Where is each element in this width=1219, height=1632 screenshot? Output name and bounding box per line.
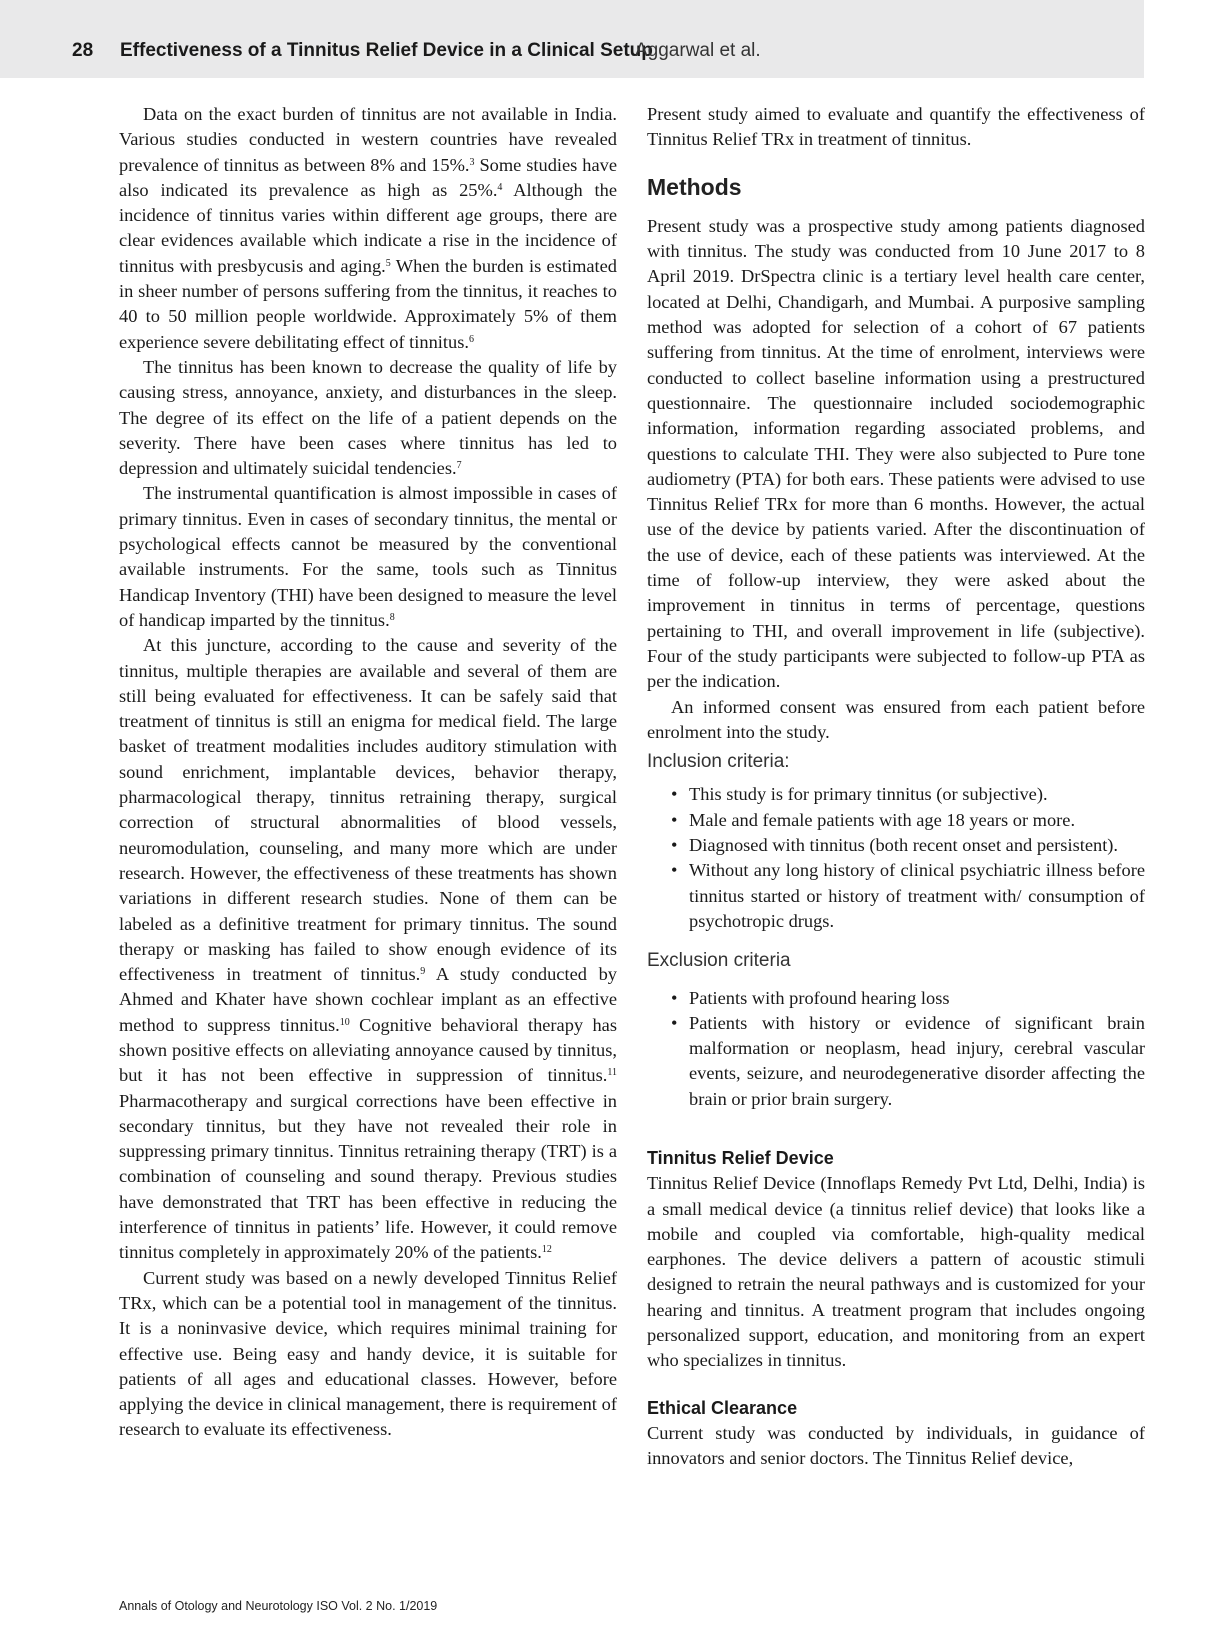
- citation: 4: [497, 181, 503, 193]
- running-title: Effectiveness of a Tinnitus Relief Device in a Clinical Setup: [120, 40, 653, 61]
- left-column: [119, 102, 617, 1443]
- citation: 10: [339, 1016, 350, 1028]
- inclusion-list: [647, 782, 1145, 934]
- exclusion-list: [647, 986, 1145, 1112]
- citation: 7: [456, 460, 462, 472]
- right-column: [647, 102, 1145, 1472]
- subsection-title-device: Tinnitus Relief Device: [647, 1147, 834, 1168]
- list-item: • Without any long history of clinical psychiatric illness before tinnitus started or history of treatment with/ consumption of psychotropic drugs.: [671, 858, 1145, 934]
- page-number: 28: [72, 40, 94, 61]
- citation: 6: [468, 333, 474, 345]
- citation: 9: [420, 966, 426, 978]
- list-item: • Diagnosed with tinnitus (both recent onset and persistent).: [671, 833, 1145, 858]
- list-item: • Male and female patients with age 18 years or more.: [671, 808, 1145, 833]
- section-title-methods: Methods: [647, 173, 742, 200]
- paragraph-quality-of-life: The tinnitus has been known to decrease the quality of life by causing stress, annoyance, anxiety, and disturbances in the sleep. The degree of its effect on the life of a patient depends on the severity. There have been cases where tinnitus has led to depression and ultimately suicidal tendencies.$^7$: [119, 356, 617, 479]
- paragraph-aim: Present study aimed to evaluate and quantify the effectiveness of Tinnitus Relief TRx in treatment of tinnitus.: [647, 104, 1145, 150]
- list-item: • Patients with profound hearing loss: [671, 986, 1145, 1011]
- paragraph-ethical: Current study was conducted by individuals, in guidance of innovators and senior doctors. The Tinnitus Relief device,: [647, 1422, 1145, 1469]
- running-header: [0, 0, 1144, 78]
- citation: 3: [469, 156, 475, 168]
- list-item: • Patients with history or evidence of significant brain malformation or neoplasm, head injury, cerebral vascular events, seizure, and neurodegenerative disorder affecting the brain or prior brain surgery.: [671, 1011, 1145, 1112]
- subsection-title-ethical: Ethical Clearance: [647, 1397, 798, 1418]
- paragraph-therapies: At this juncture, according to the cause and severity of the tinnitus, multiple therapies are available and several of them are still being evaluated for effectiveness. It can be safely said that treatment of tinnitus is still an enigma for medical field. The large basket of treatment modalities includes auditory stimulation with sound enrichment, implantable devices, behavior therapy, pharmacological therapy, tinnitus retraining therapy, surgical correction of structural abnormalities of blood vessels, neuromodulation, counseling, and many more which are under research. However, the effectiveness of these treatments has shown variations in different research studies. None of them can be labeled as a definitive treatment for primary tinnitus. The sound therapy or masking has failed to show enough evidence of its effectiveness in treatment of tinnitus.$^9$ A study conducted by Ahmed and Khater have shown cochlear implant as an effective method to suppress tinnitus.$^{10}$ Cognitive behavioral therapy has shown positive effects on alleviating annoyance caused by tinnitus, but it has not been effective in suppression of tinnitus.$^{11}$ Pharmacotherapy and surgical corrections have been effective in secondary tinnitus, but they have not revealed their role in suppressing primary tinnitus. Tinnitus retraining therapy (TRT) is a combination of counseling and sound therapy. Previous studies have demonstrated that TRT has been effective in reducing the interference of tinnitus in patients’ life. However, it could remove tinnitus completely in approximately 20% of the patients.$^{12}$: [119, 635, 617, 1263]
- paragraph-burden: Data on the exact burden of tinnitus are not available in India. Various studies conducted in western countries have revealed prevalence of tinnitus as between 8% and 15%.$^3$ Some studies have also indicated its prevalence as high as 25%.$^4$ Although the incidence of tinnitus varies within different age groups, there are clear evidences available which indicate a rise in the incidence of tinnitus with presbycusis and aging.$^5$ When the burden is estimated in sheer number of persons suffering from the tinnitus, it reaches to 40 to 50 million people worldwide. Approximately 5% of them experience severe debilitating effect of tinnitus.$^6$: [119, 104, 618, 352]
- citation: 12: [541, 1244, 552, 1256]
- list-item: • This study is for primary tinnitus (or subjective).: [671, 782, 1145, 807]
- page-footer: Annals of Otology and Neurotology ISO Vol. 2 No. 1/2019: [119, 1599, 438, 1613]
- citation: 11: [607, 1067, 617, 1079]
- exclusion-label: Exclusion criteria: [647, 950, 791, 972]
- citation: 5: [385, 257, 391, 269]
- paragraph-device: Tinnitus Relief Device (Innoflaps Remedy Pvt Ltd, Delhi, India) is a small medical device (a tinnitus relief device) that looks like a mobile and coupled via comfortable, high-quality medical earphones. The device delivers a pattern of acoustic stimuli designed to retrain the neural pathways and is customized for your hearing and tinnitus. A treatment program that includes ongoing personalized support, education, and monitoring from an expert who specializes in tinnitus.: [647, 1173, 1145, 1371]
- paragraph-consent: An informed consent was ensured from each patient before enrolment into the study.: [647, 696, 1145, 742]
- paragraph-methods: Present study was a prospective study among patients diagnosed with tinnitus. The study was conducted from 10 June 2017 to 8 April 2019. DrSpectra clinic is a tertiary level health care center, located at Delhi, Chandigarh, and Mumbai. A purposive sampling method was adopted for selection of a cohort of 67 patients suffering from tinnitus. At the time of enrolment, interviews were conducted to collect baseline information using a prestructured questionnaire. The questionnaire included sociodemographic information, information regarding associated problems, and questions to calculate THI. They were also subjected to Pure tone audiometry (PTA) for both ears. These patients were advised to use Tinnitus Relief TRx for more than 6 months. However, the actual use of the device by patients varied. After the discontinuation of the use of device, each of these patients was interviewed. At the time of follow-up interview, they were asked about the improvement in tinnitus in terms of percentage, questions pertaining to THI, and overall improvement in life (subjective). Four of the study participants were subjected to follow-up PTA as per the indication.: [647, 215, 1145, 692]
- inclusion-label: Inclusion criteria:: [647, 751, 790, 773]
- citation: 8: [389, 611, 395, 623]
- running-authors: Aggarwal et al.: [635, 40, 761, 61]
- paragraph-quantification: The instrumental quantification is almost impossible in cases of primary tinnitus. Even in cases of secondary tinnitus, the mental or psychological effects cannot be measured by the conventional available instruments. For the same, tools such as Tinnitus Handicap Inventory (THI) have been designed to measure the level of handicap imparted by the tinnitus.$^8$: [119, 483, 617, 630]
- paragraph-current-study: Current study was based on a newly developed Tinnitus Relief TRx, which can be a potential tool in management of the tinnitus. It is a noninvasive device, which requires minimal training for effective use. Being easy and handy device, it is suitable for patients of all ages and educational classes. However, before applying the device in clinical management, there is requirement of research to evaluate its effectiveness.: [119, 1267, 617, 1440]
